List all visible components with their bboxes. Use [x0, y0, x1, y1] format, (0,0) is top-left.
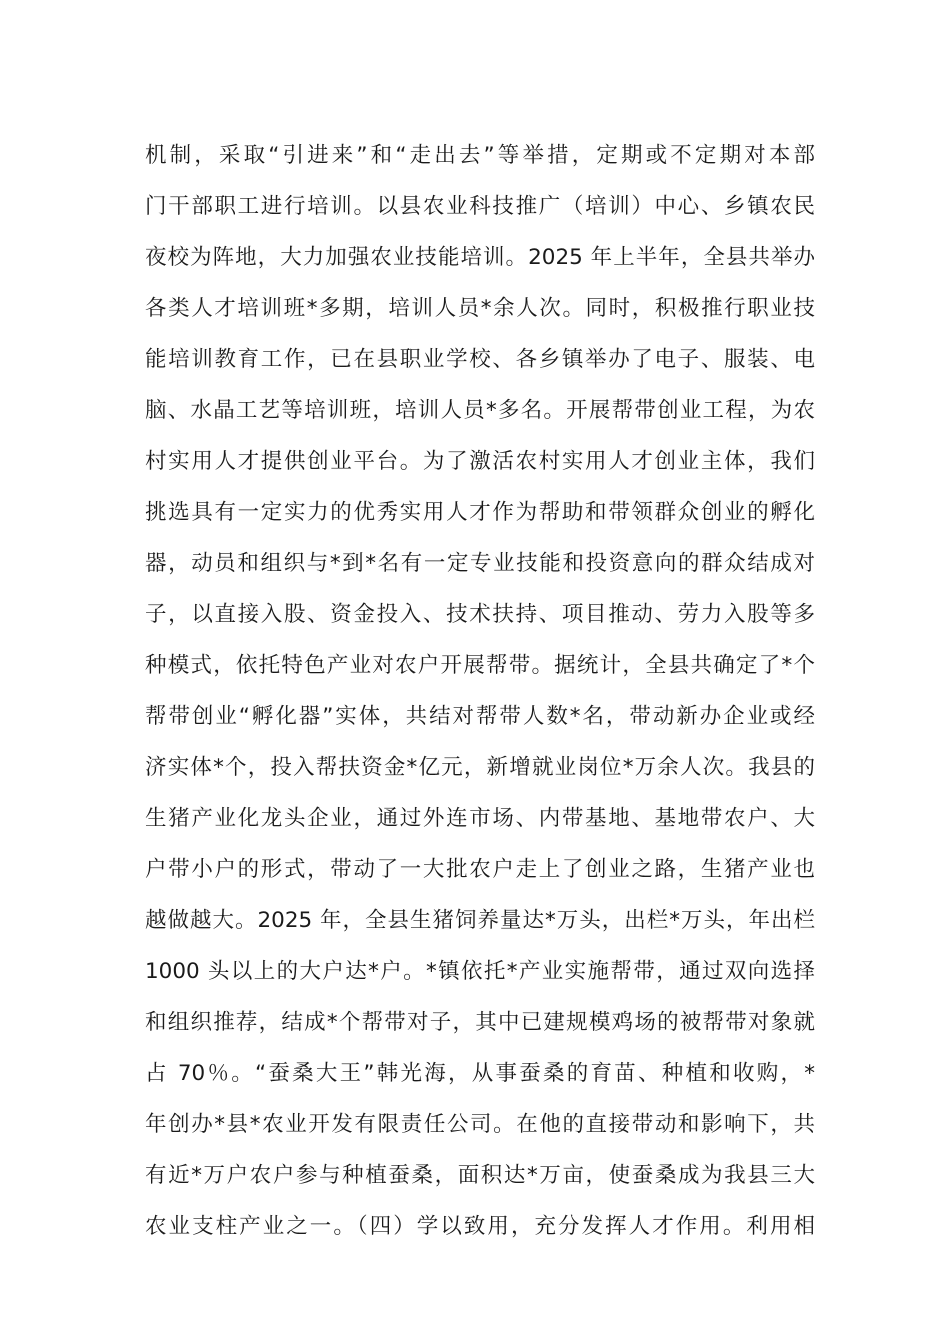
- text-line: 占 70％。“蚕桑大王”韩光海，从事蚕桑的育苗、种植和收购，*: [145, 1061, 815, 1086]
- text-line: 脑、水晶工艺等培训班，培训人员*多名。开展帮带创业工程，为农: [145, 398, 815, 423]
- text-line: 子，以直接入股、资金投入、技术扶持、项目推动、劳力入股等多: [145, 602, 815, 627]
- text-line: 农业支柱产业之一。（四）学以致用，充分发挥人才作用。利用相: [145, 1214, 815, 1239]
- text-line: 机制，采取“引进来”和“走出去”等举措，定期或不定期对本部: [145, 143, 815, 168]
- text-line: 1000 头以上的大户达*户。*镇依托*产业实施帮带，通过双向选择: [145, 959, 815, 984]
- text-line: 门干部职工进行培训。以县农业科技推广（培训）中心、乡镇农民: [145, 194, 815, 219]
- text-line: 户带小户的形式，带动了一大批农户走上了创业之路，生猪产业也: [145, 857, 815, 882]
- text-line: 年创办*县*农业开发有限责任公司。在他的直接带动和影响下，共: [145, 1112, 815, 1137]
- text-line: 济实体*个，投入帮扶资金*亿元，新增就业岗位*万余人次。我县的: [145, 755, 815, 780]
- text-line: 帮带创业“孵化器”实体，共结对帮带人数*名，带动新办企业或经: [145, 704, 815, 729]
- text-line: 种模式，依托特色产业对农户开展帮带。据统计，全县共确定了*个: [145, 653, 815, 678]
- text-line: 夜校为阵地，大力加强农业技能培训。2025 年上半年，全县共举办: [145, 245, 815, 270]
- text-line: 生猪产业化龙头企业，通过外连市场、内带基地、基地带农户、大: [145, 806, 815, 831]
- body-text: [145, 130, 815, 1252]
- text-line: 越做越大。2025 年，全县生猪饲养量达*万头，出栏*万头，年出栏: [145, 908, 815, 933]
- text-line: 挑选具有一定实力的优秀实用人才作为帮助和带领群众创业的孵化: [145, 500, 815, 525]
- text-line: 和组织推荐，结成*个帮带对子，其中已建规模鸡场的被帮带对象就: [145, 1010, 815, 1035]
- text-line: 能培训教育工作，已在县职业学校、各乡镇举办了电子、服装、电: [145, 347, 815, 372]
- text-line: 各类人才培训班*多期，培训人员*余人次。同时，积极推行职业技: [145, 296, 815, 321]
- text-line: 器，动员和组织与*到*名有一定专业技能和投资意向的群众结成对: [145, 551, 815, 576]
- text-line: 有近*万户农户参与种植蚕桑，面积达*万亩，使蚕桑成为我县三大: [145, 1163, 815, 1188]
- text-line: 村实用人才提供创业平台。为了激活农村实用人才创业主体，我们: [145, 449, 815, 474]
